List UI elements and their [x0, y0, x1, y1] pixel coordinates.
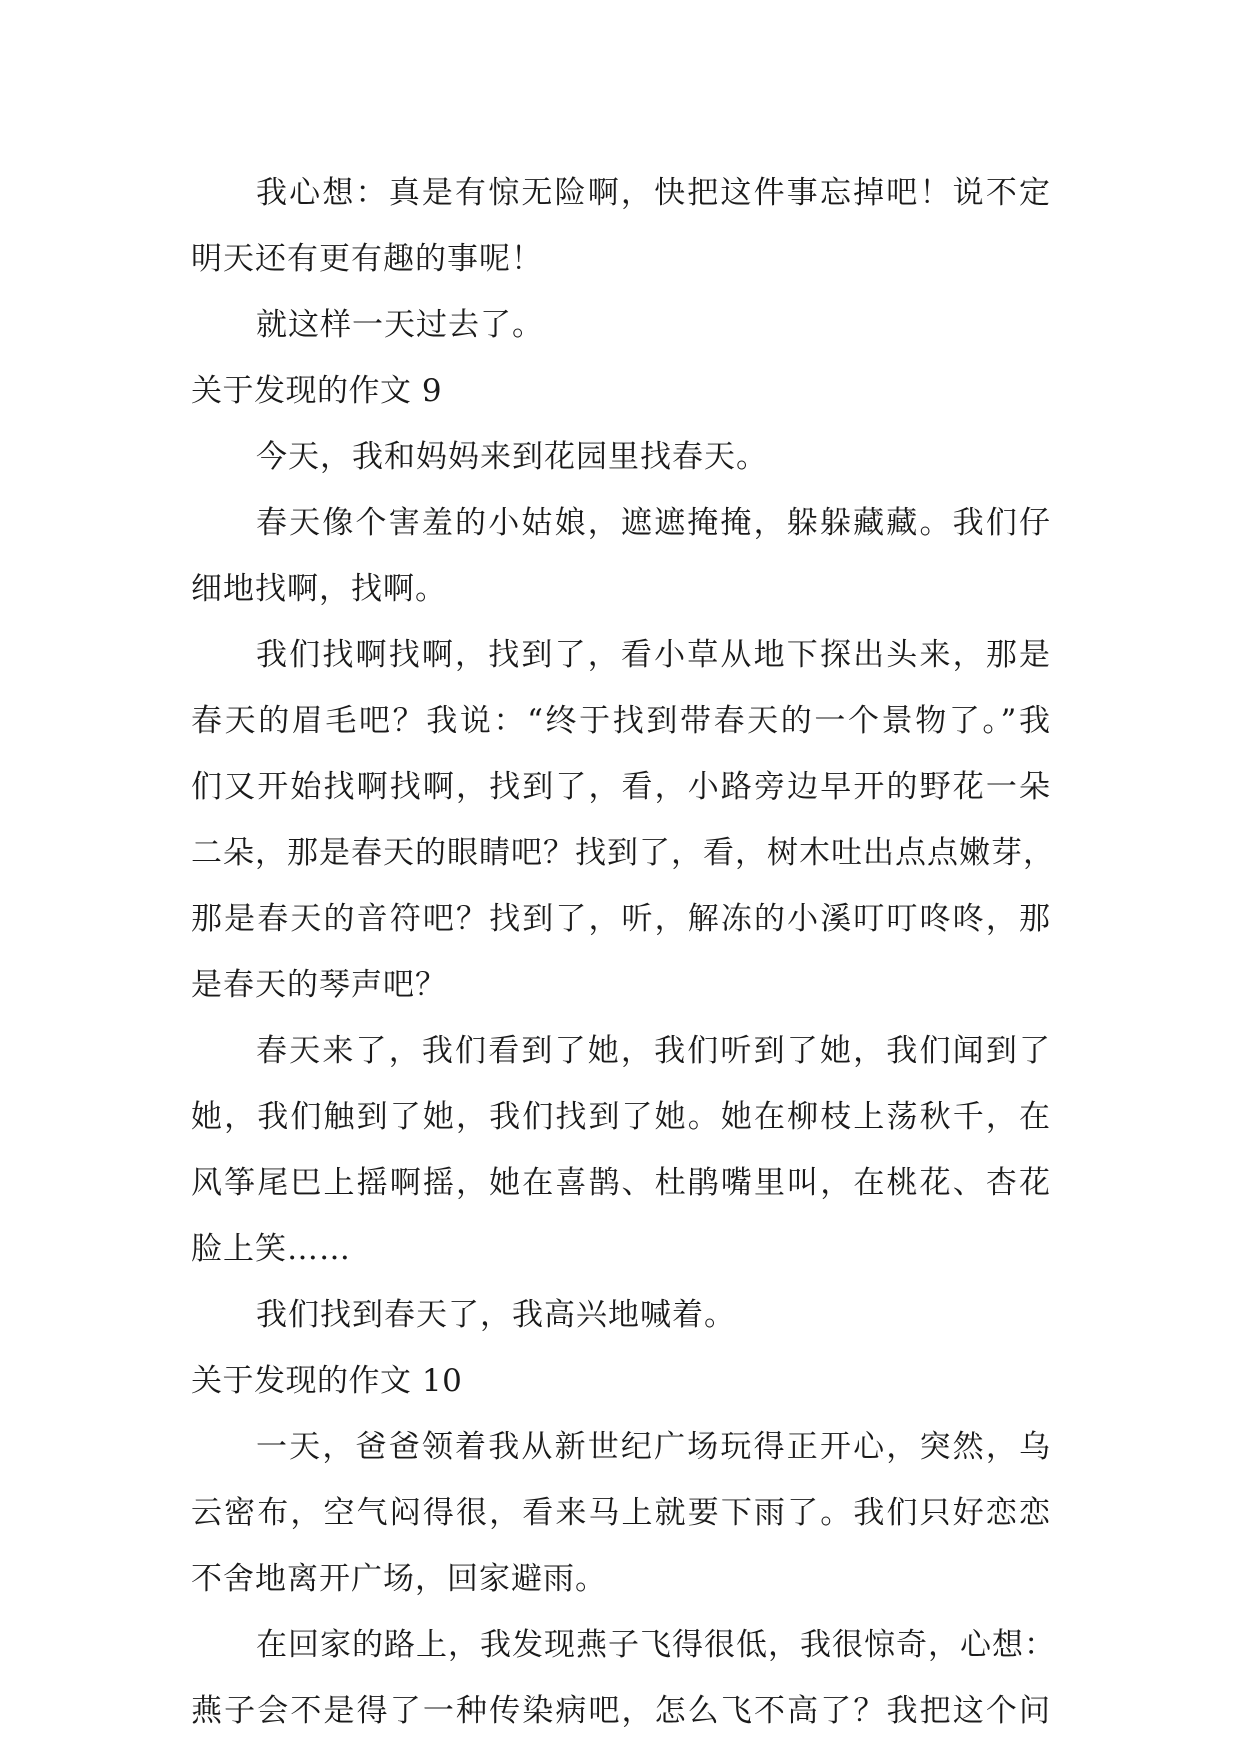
paragraph-line: 脸上笑…… [191, 1231, 351, 1267]
paragraph-line: 就这样一天过去了。 [256, 307, 544, 343]
essay-title-10: 关于发现的作文 10 [191, 1363, 463, 1399]
paragraph-line: 在回家的路上，我发现燕子飞得很低，我很惊奇，心想： [256, 1627, 1056, 1663]
paragraph-line: 我们找啊找啊，找到了，看小草从地下探出头来，那是 [256, 637, 1051, 673]
paragraph-line: 云密布，空气闷得很，看来马上就要下雨了。我们只好恋恋 [191, 1495, 1051, 1531]
essay-title-9: 关于发现的作文 9 [191, 373, 443, 409]
paragraph-line: 一天，爸爸领着我从新世纪广场玩得正开心，突然，乌 [256, 1429, 1051, 1465]
paragraph-line: 我心想：真是有惊无险啊，快把这件事忘掉吧！说不定 [256, 175, 1051, 211]
paragraph-line: 春天来了，我们看到了她，我们听到了她，我们闻到了 [256, 1033, 1051, 1069]
essay-body [191, 160, 1056, 1744]
paragraph-line: 燕子会不是得了一种传染病吧，怎么飞不高了？我把这个问 [191, 1693, 1051, 1729]
paragraph-line: 春天像个害羞的小姑娘，遮遮掩掩，躲躲藏藏。我们仔 [256, 505, 1051, 541]
paragraph-line: 明天还有更有趣的事呢！ [191, 241, 543, 277]
paragraph-line: 她，我们触到了她，我们找到了她。她在柳枝上荡秋千，在 [191, 1099, 1051, 1135]
paragraph-line: 那是春天的音符吧？找到了，听，解冻的小溪叮叮咚咚，那 [191, 901, 1051, 937]
paragraph-line: 们又开始找啊找啊，找到了，看，小路旁边早开的野花一朵 [191, 769, 1051, 805]
paragraph-line: 二朵，那是春天的眼睛吧？找到了，看，树木吐出点点嫩芽， [191, 835, 1055, 871]
paragraph-line: 我们找到春天了，我高兴地喊着。 [256, 1297, 736, 1333]
paragraph-line: 今天，我和妈妈来到花园里找春天。 [256, 439, 768, 475]
paragraph-line: 春天的眉毛吧？我说：“终于找到带春天的一个景物了。”我 [191, 703, 1051, 739]
paragraph-line: 是春天的琴声吧？ [191, 967, 447, 1003]
paragraph-line: 风筝尾巴上摇啊摇，她在喜鹊、杜鹃嘴里叫，在桃花、杏花 [191, 1165, 1051, 1201]
paragraph-line: 不舍地离开广场，回家避雨。 [191, 1561, 607, 1597]
paragraph-line: 细地找啊，找啊。 [191, 571, 447, 607]
